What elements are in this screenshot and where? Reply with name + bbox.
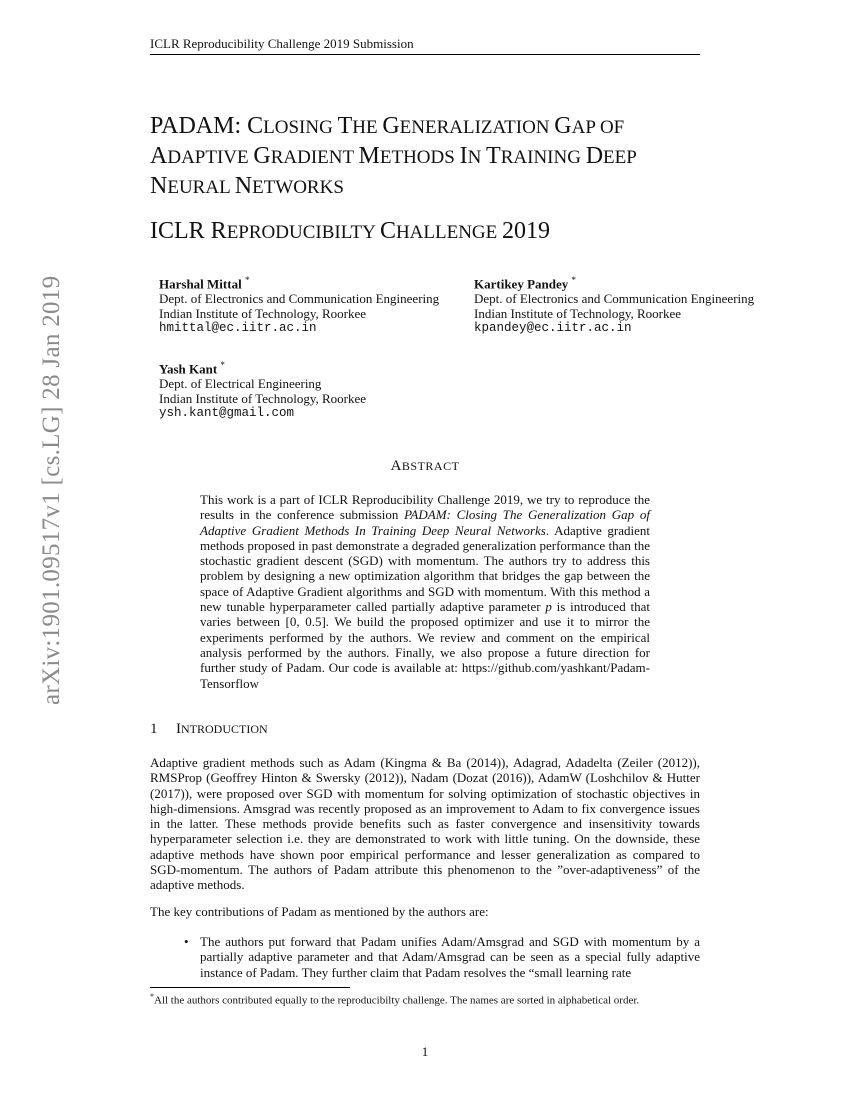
author-email[interactable]: ysh.kant@gmail.com <box>159 406 295 421</box>
paper-title: PADAM: CLOSING THE GENERALIZATION GAP OF ADAPTIVE GRADIENT METHODS IN TRAINING DEEP NEURAL NETWORKS <box>150 113 637 199</box>
paper-subtitle: ICLR REPRODUCIBILTY CHALLENGE 2019 <box>150 218 551 244</box>
author-name: Harshal Mittal <box>159 276 242 292</box>
footnote-rule <box>150 987 350 988</box>
author-institution: Indian Institute of Technology, Roorkee <box>474 306 682 322</box>
author-name: Yash Kant <box>159 361 218 377</box>
author-block-3: Yash Kant * Dept. of Electrical Engineering Indian Institute of Technology, Roorkee ysh.kant@gmail.com <box>159 360 367 421</box>
author-dept: Dept. of Electronics and Communication Engineering <box>159 291 440 307</box>
author-block-2: Kartikey Pandey * Dept. of Electronics and Communication Engineering Indian Institute of Technology, Roorkee kpandey@ec.iitr.ac.in <box>474 275 755 336</box>
author-email[interactable]: kpandey@ec.iitr.ac.in <box>474 321 632 336</box>
author-dept: Dept. of Electrical Engineering <box>159 376 322 392</box>
section-heading-introduction: 1 INTRODUCTION <box>150 721 268 737</box>
arxiv-stamp: arXiv:1901.09517v1 [cs.LG] 28 Jan 2019 <box>38 275 65 705</box>
abstract-heading: ABSTRACT <box>390 458 460 474</box>
intro-paragraph: Adaptive gradient methods such as Adam (Kingma & Ba (2014)), Adagrad, Adadelta (Zeiler (2012)), RMSProp (Geoffrey Hinton & Swersky (2012)), Nadam (Dozat (2016)), AdamW (Loshchilov & Hutter (2017)), were proposed over SGD with momentum for solving optimization of stochastic objectives in high-dimensions. Amsgrad was recently proposed as an improvement to Adam to fix convergence issues in the latter. These methods provide benefits such as faster convergence and insensitivity towards hyperparameter selection i.e. they are demonstrated to work with little tuning. On the downside, these adaptive methods have shown poor empirical performance and lesser generalization as compared to SGD-momentum. The authors of Padam attribute this phenomenon to the ”over-adaptiveness” of the adaptive methods. <box>150 755 700 893</box>
author-name: Kartikey Pandey <box>474 276 569 292</box>
author-email[interactable]: hmittal@ec.iitr.ac.in <box>159 321 317 336</box>
list-item: • The authors put forward that Padam unifies Adam/Amsgrad and SGD with momentum by a partially adaptive parameter and that Adam/Amsgrad can be seen as a special fully adaptive instance of Padam. They further claim that Padam resolves the “small learning rate <box>184 934 700 980</box>
author-institution: Indian Institute of Technology, Roorkee <box>159 306 367 322</box>
abstract-text: This work is a part of ICLR Reproducibility Challenge 2019, we try to reproduce the results in the conference submission PADAM: Closing The Generalization Gap of Adaptive Gradient Methods In Training Deep Neural Networks. Adaptive gradient methods proposed in past demonstrate a degraded generalization performance than the stochastic gradient descent (SGD) with momentum. The authors try to address this problem by designing a new optimization algorithm that bridges the gap between the space of Adaptive Gradient algorithms and SGD with momentum. With this method a new tunable hyperparameter called partially adaptive parameter p is introduced that varies between [0, 0.5]. We build the proposed optimizer and use it to mirror the experiments performed by the authors. We review and comment on the empirical analysis performed by the authors. Finally, we also propose a future direction for further study of Padam. Our code is available at: https://github.com/yashkant/Padam-Tensorflow <box>200 492 650 691</box>
footnote: *All the authors contributed equally to the reproducibilty challenge. The names are sorted in alphabetical order. <box>150 992 640 1007</box>
bullet-icon: • <box>184 934 189 949</box>
author-institution: Indian Institute of Technology, Roorkee <box>159 391 367 407</box>
page-number: 1 <box>421 1044 429 1059</box>
contributions-intro: The key contributions of Padam as mentioned by the authors are: <box>150 904 489 919</box>
running-header: ICLR Reproducibility Challenge 2019 Submission <box>150 36 700 55</box>
author-block-1: Harshal Mittal * Dept. of Electronics and Communication Engineering Indian Institute of Technology, Roorkee hmittal@ec.iitr.ac.in <box>159 275 440 336</box>
author-dept: Dept. of Electronics and Communication Engineering <box>474 291 755 307</box>
